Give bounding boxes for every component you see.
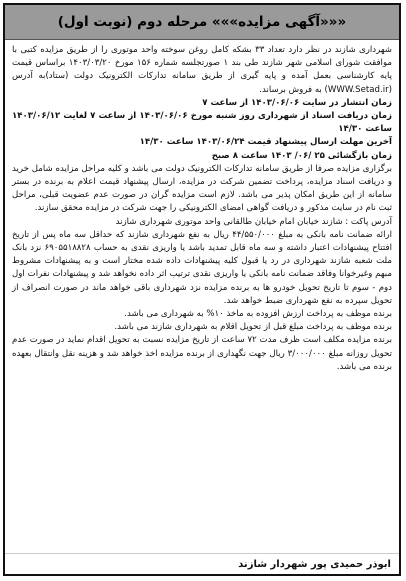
- title-banner: [5, 5, 399, 40]
- documents-time: زمان دریافت اسناد از شهرداری روز شنبه مورخ ۱۴۰۳/۰۶/۰۶ از ساعت ۷ لغایت ۱۴۰۳/۰۶/۱۲ ساعت ۱۴/۳۰: [12, 111, 392, 135]
- address-line: آدرس پاکت : شازند خیابان امام خیابان طالقانی واحد موتوری شهرداری شازند: [115, 216, 392, 227]
- notice-footer: [5, 553, 399, 574]
- delivery-paragraph: برنده مزایده مکلف است ظرف مدت ۷۲ ساعت از تاریخ مزایده نسبت به تحویل اقدام نماید در صورت عدم تحویل روزانه مبلغ ۳/۰۰۰/۰۰۰ ریال جهت نگهداری از برنده مزایده اخذ خواهد شد و هزینه نقل وانتقال بعهده برنده می باشد.: [12, 335, 392, 372]
- opening-time: زمان بازگشائی ۲۵ /۰۶/ ۱۴۰۳ ساعت ۸ صبح: [211, 150, 392, 161]
- notice-title: «««آگهی مزایده»»» مرحله دوم (نوبت اول): [57, 14, 347, 30]
- payment-line: برنده موظف به پرداخت مبلغ قبل از تحویل اقلام به شهرداری شازند می باشد.: [114, 322, 392, 333]
- tax-line: برنده موظف به پرداخت ارزش افزوده به ماخذ ۱۰% به شهرداری می باشد.: [124, 309, 392, 320]
- notice-body: [5, 40, 399, 374]
- notice-frame: [3, 3, 401, 576]
- mayor-signature: ابوذر حمیدی پور شهردار شازند: [238, 558, 391, 570]
- guarantee-paragraph: ارائه ضمانت نامه بانکی به مبلغ ۴۴/۵۵۰/۰۰۰ ریال به نفع شهرداری شازند که حداقل سه ماه پس از تاریخ افتتاح پیشنهادات اعتبار داشته و سه ماه قابل تمدید باشد یا واریزی نقدی به حساب ۶۹۰۵۵۱۸۸۲۸ نزد بانک ملت شعبه شازند شهرداری در رد یا قبول کلیه پیشنهادات داده شده مختار است و به پیشنهادات مشروط مبهم وغیرخوانا وفاقد ضمانت نامه بانکی یا واریزی نقدی ترتیب اثر داده نخواهد شد و پیشنهادات نفرات اول دوم - سوم تا تاریخ تحویل خودرو ها به برنده مزایده نزد شهرداری باقی خواهد ماند در صورت انصراف از تحویل سپرده به نفع شهرداری ضبط خواهد شد.: [12, 229, 392, 306]
- submission-deadline: آخرین مهلت ارسال پیشنهاد قیمت ۱۴۰۳/۰۶/۲۴ ساعت ۱۴/۳۰: [139, 137, 392, 148]
- publish-time: زمان انتشار در سایت ۱۴۰۳/۰۶/۰۶ از ساعت ۷: [202, 97, 392, 108]
- procedure-paragraph: برگزاری مزایده صرفا از طریق سامانه تدارکات الکترونیک دولت می باشد و کلیه مراحل مزایده شامل خرید و دریافت اسناد مزایده، پرداخت تضمین شرکت در مزایده، ارسال پیشنهاد قیمت اعلام به برنده در بستر سامانه از این طریق امکان پذیر می باشد. لازم است مزایده گران در صورت عدم عضویت قبلی، مراحل ثبت نام در سایت مذکور و دریافت گواهی امضای الکترونیکی را جهت شرکت در مزایده محقق سازند.: [12, 163, 392, 214]
- intro-paragraph: شهرداری شازند در نظر دارد تعداد ۳۳ بشکه کامل روغن سوخته واحد موتوری را از طریق مزایده کتبی با موافقت شورای اسلامی شهر شازند طی بند ۱ صورتجلسه شماره ۱۵۶ مورخ ۱۴۰۳/۰۳/۲۰ براساس قیمت پایه کارشناسی بعمل آمده و پایه گیری از طریق سامانه تدارکات الکترونیک دولت (ستاد)به آدرس (WWW.Setad.ir) به فروش برساند.: [12, 45, 393, 95]
